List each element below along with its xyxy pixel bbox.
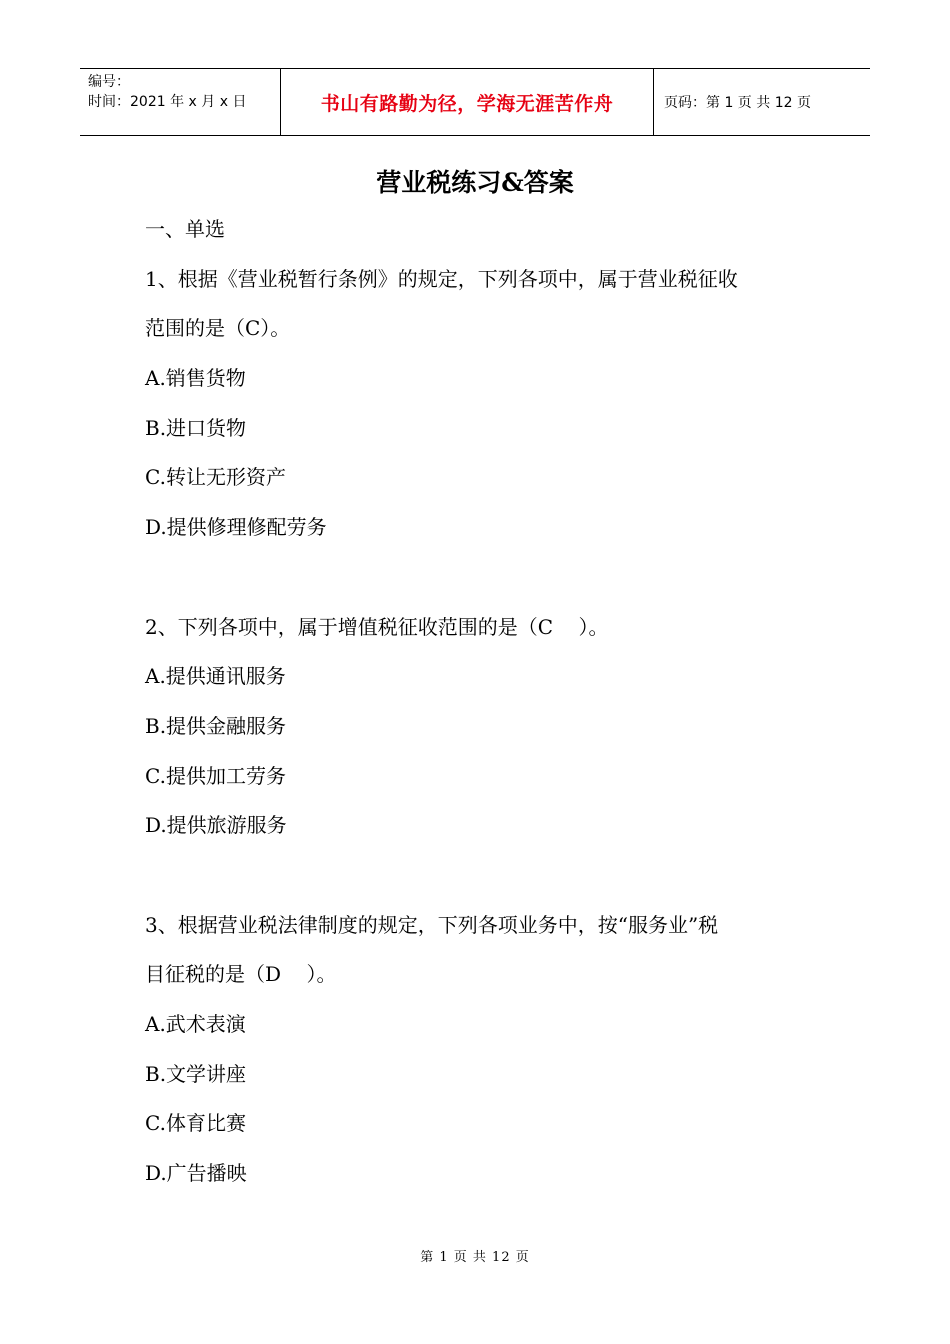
option-c: C.提供加工劳务 (145, 763, 286, 788)
header-motto: 书山有路勤为径，学海无涯苦作舟 (281, 69, 654, 135)
option-b: B.进口货物 (145, 415, 247, 440)
question-3 (145, 911, 825, 1188)
option-a: A.提供通讯服务 (145, 664, 286, 689)
header-page-info: 页码：第 1 页 共 12 页 (664, 95, 811, 111)
header-meta-cell (80, 69, 281, 135)
option-a: A.武术表演 (145, 1012, 246, 1036)
document-body (145, 215, 825, 1209)
blank-line (145, 563, 825, 613)
option-a: A.销售货物 (145, 366, 246, 391)
serial-number-label: 编号： (88, 74, 130, 90)
option-d: D.广告播映 (145, 1161, 247, 1186)
question-1 (145, 265, 825, 542)
page-footer: 第 1 页 共 12 页 (420, 1250, 530, 1265)
option-c: C.转让无形资产 (145, 465, 286, 490)
question-stem-line: 范围的是（C）。 (145, 316, 291, 341)
question-stem-line: 3、根据营业税法律制度的规定，下列各项业务中，按“服务业”税 (145, 912, 719, 937)
option-d: D.提供旅游服务 (145, 813, 287, 838)
section-heading: 一、单选 (145, 217, 225, 241)
document-header (80, 68, 870, 136)
question-stem-line: 目征税的是（D ）。 (145, 962, 337, 987)
question-2 (145, 613, 825, 841)
option-c: C.体育比赛 (145, 1111, 246, 1136)
question-stem-line: 2、下列各项中，属于增值税征收范围的是（C ）。 (145, 614, 609, 639)
blank-line (145, 861, 825, 911)
question-stem-line: 1、根据《营业税暂行条例》的规定，下列各项中，属于营业税征收 (145, 266, 738, 291)
option-b: B.文学讲座 (145, 1061, 247, 1086)
option-b: B.提供金融服务 (145, 713, 287, 738)
date-label: 时间：2021 年 x 月 x 日 (88, 94, 247, 110)
document-title: 营业税练习&答案 (376, 168, 574, 197)
option-d: D.提供修理修配劳务 (145, 515, 327, 540)
